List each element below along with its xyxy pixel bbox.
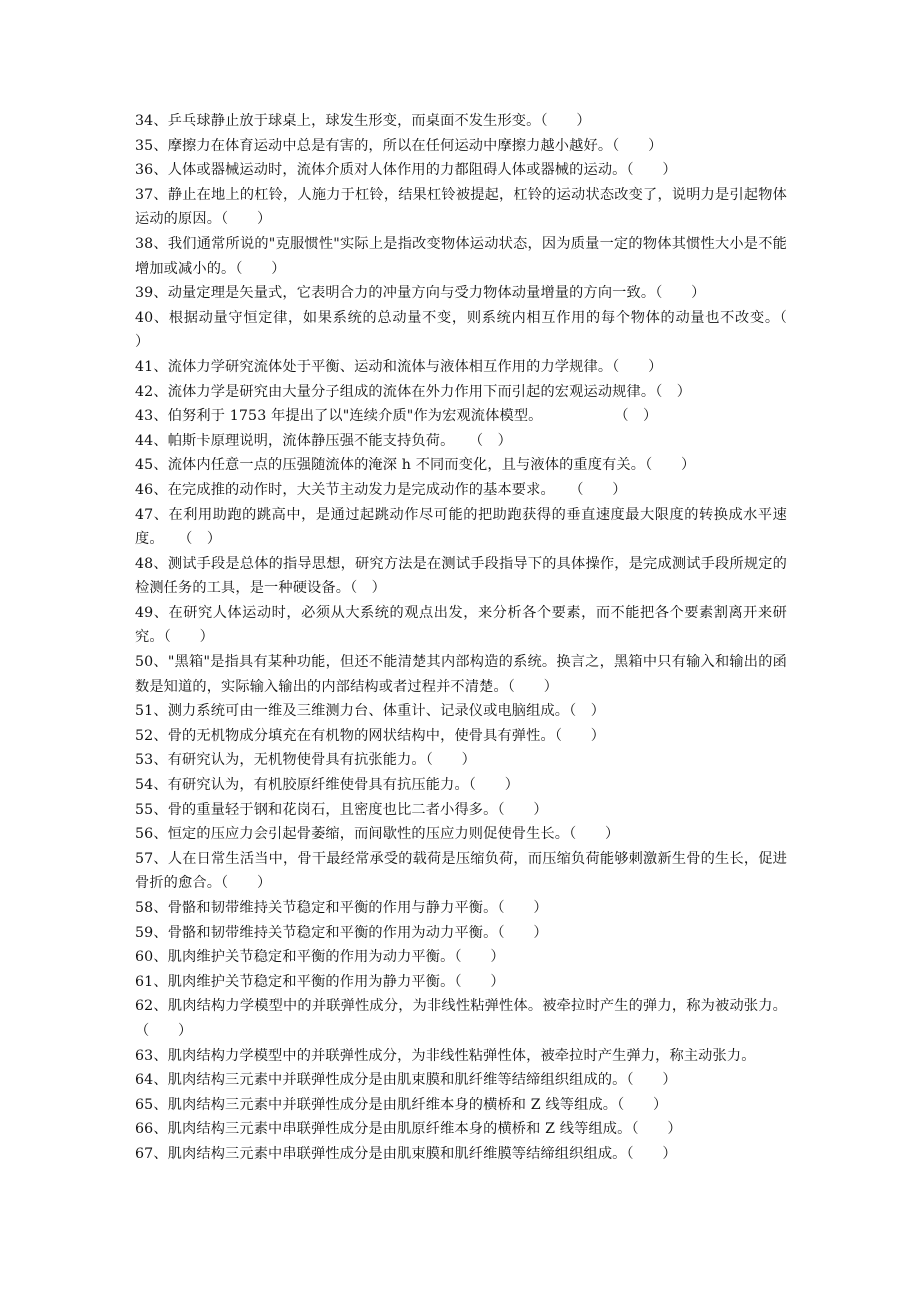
question-57: 57、人在日常生活当中，骨干最经常承受的载荷是压缩负荷，而压缩负荷能够刺激新生骨的生长，促进骨折的愈合。（ ） — [135, 850, 787, 892]
question-58: 58、骨骼和韧带维持关节稳定和平衡的作用与静力平衡。（ ） — [135, 900, 548, 916]
question-54: 54、有研究认为，有机胶原纤维使骨具有抗压能力。（ ） — [135, 777, 520, 794]
question-59: 59、骨骼和韧带维持关节稳定和平衡的作用为动力平衡。（ ） — [135, 924, 548, 941]
question-65: 65、肌肉结构三元素中并联弹性成分是由肌纤维本身的横桥和 Z 线等组成。（ ） — [135, 1096, 668, 1113]
document-page — [135, 109, 816, 1167]
question-50: 50、"黑箱"是指具有某种功能，但还不能清楚其内部构造的系统。换言之，黑箱中只有输入和输出的函数是知道的，实际输入输出的内部结构或者过程并不清楚。（ ） — [135, 654, 787, 695]
question-39: 39、动量定理是矢量式，它表明合力的冲量方向与受力物体动量增量的方向一致。（ ） — [135, 285, 706, 302]
question-60: 60、肌肉维护关节稳定和平衡的作用为动力平衡。（ ） — [135, 949, 505, 966]
question-64: 64、肌肉结构三元素中并联弹性成分是由肌束膜和肌纤维等结缔组织组成的。（ ） — [135, 1072, 677, 1089]
question-51: 51、测力系统可由一维及三维测力台、体重计、记录仪或电脑组成。（ ） — [135, 703, 606, 720]
question-46: 46、在完成推的动作时，大关节主动发力是完成动作的基本要求。 （ ） — [135, 481, 627, 498]
question-67: 67、肌肉结构三元素中串联弹性成分是由肌束膜和肌纤维膜等结缔组织组成。（ ） — [135, 1145, 677, 1162]
question-55: 55、骨的重量轻于钢和花岗石，且密度也比二者小得多。（ ） — [135, 801, 548, 818]
question-41: 41、流体力学研究流体处于平衡、运动和流体与液体相互作用的力学规律。（ ） — [135, 358, 663, 375]
question-35: 35、摩擦力在体育运动中总是有害的，所以在任何运动中摩擦力越小越好。（ ） — [135, 137, 663, 154]
question-52: 52、骨的无机物成分填充在有机物的网状结构中，使骨具有弹性。（ ） — [135, 727, 606, 744]
question-40: 40、根据动量守恒定律，如果系统的总动量不变，则系统内相互作用的每个物体的动量也不改变。（ ） — [135, 309, 816, 351]
question-45: 45、流体内任意一点的压强随流体的淹深 h 不同而变化，且与液体的重度有关。（ ） — [135, 457, 696, 474]
question-38: 38、我们通常所说的"克服惯性"实际上是指改变物体运动状态，因为质量一定的物体其惯性大小是不能增加或减小的。（ ） — [135, 235, 787, 277]
question-53: 53、有研究认为，无机物使骨具有抗张能力。（ ） — [135, 752, 477, 769]
question-42: 42、流体力学是研究由大量分子组成的流体在外力作用下而引起的宏观运动规律。（ ） — [135, 383, 692, 400]
question-43: 43、伯努利于 1753 年提出了以"连续介质"作为宏观流体模型。 （ ） — [135, 408, 658, 425]
question-56: 56、恒定的压应力会引起骨萎缩，而间歇性的压应力则促使骨生长。（ ） — [135, 826, 620, 843]
question-66: 66、肌肉结构三元素中串联弹性成分是由肌原纤维本身的横桥和 Z 线等组成。（ ） — [135, 1121, 682, 1138]
question-61: 61、肌肉维护关节稳定和平衡的作用为静力平衡。（ ） — [135, 973, 505, 990]
question-36: 36、人体或器械运动时，流体介质对人体作用的力都阻碍人体或器械的运动。（ ） — [135, 162, 677, 179]
question-48: 48、测试手段是总体的指导思想，研究方法是在测试手段指导下的具体操作，是完成测试手段所规定的检测任务的工具，是一种硬设备。（ ） — [135, 555, 787, 597]
question-63: 63、肌肉结构力学模型中的并联弹性成分，为非线性粘弹性体，被牵拉时产生弹力，称主动张力。 — [135, 1047, 756, 1064]
question-62: 62、肌肉结构力学模型中的并联弹性成分，为非线性粘弹性体。被牵拉时产生的弹力，称为被动张力。（ ） — [135, 998, 787, 1039]
question-44: 44、帕斯卡原理说明，流体静压强不能支持负荷。 （ ） — [135, 432, 512, 449]
question-49: 49、在研究人体运动时，必须从大系统的观点出发，来分析各个要素，而不能把各个要素割离开来研究。（ ） — [135, 604, 787, 646]
question-34: 34、乒乓球静止放于球桌上，球发生形变，而桌面不发生形变。（ ） — [135, 113, 591, 129]
question-47: 47、在利用助跑的跳高中，是通过起跳动作尽可能的把助跑获得的垂直速度最大限度的转换成水平速度。 （ ） — [135, 506, 787, 548]
question-37: 37、静止在地上的杠铃，人施力于杠铃，结果杠铃被提起，杠铃的运动状态改变了，说明力是引起物体运动的原因。（ ） — [135, 186, 787, 228]
